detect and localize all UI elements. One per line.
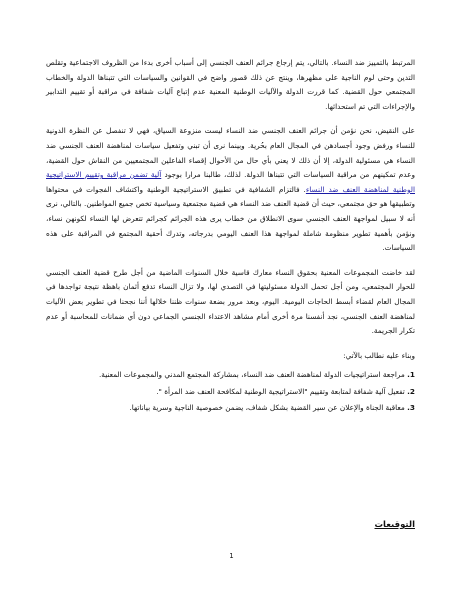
paragraph-2-text-start: على النقيض، نحن نؤمن أن جرائم العنف الجنسي ضد النساء ليست منزوعة السياق، فهي لا تنفصل عن النظرة الدونية للنساء ورفض وجود أجسادهن في المجال العام بحُرية. وبينما نرى أن تبني وتفعيل سياسات لمناهضة العنف الجنسي ضد النساء هي مسئولية الدولة، إلا أن ذلك لا يعني بأي حال من الأحوال إقصاء الفاعلين المجتمعيين من النقاش حول القضية، وعدم تمكينهم من مراقبة السياسات التي تتبناها الدولة. لذلك، طالبنا مرارا بوجود <box>46 126 415 180</box>
list-item <box>46 385 415 400</box>
signatures-heading: التوقيعات <box>374 520 415 530</box>
paragraph-2-text-end: . فالتزام الشفافية في تطبيق الاستراتيجية الوطنية واكتشاف الفجوات في محتواها وتطبيقها هو حق مجتمعي، حيث أن قضية العنف ضد النساء هي قضية مجتمعية وسياسية تخص جميع المواطنين. بالتالي، نرى أنه لا سبيل لمواجهة العنف الجنسي سوى الانطلاق من خطاب يرى هذه الجرائم كجرائم تتعرض لها النساء لكونهن نساء، ونؤمن بأهمية تطوير منظومة شاملة لمواجهة هذا العنف اليومي بدرجاته، وتدرك أحقية المجتمع في المراقبة على هذه السياسات. <box>46 184 415 253</box>
document-body <box>46 56 415 416</box>
list-item-text: مراجعة استراتيجيات الدولة لمناهضة العنف ضد النساء، بمشاركة المجتمع المدني والمجموعات المعنية. <box>98 370 405 380</box>
monitoring-mechanism-link[interactable]: آلية تضمن مراقبة وتقييم الاستراتيجية الوطنية لمناهضة العنف ضد النساء <box>46 170 415 194</box>
list-item <box>46 368 415 383</box>
paragraph-3: لقد خاضت المجموعات المعنية بحقوق النساء معارك قاسية خلال السنوات الماضية من أجل طرح قضية العنف الجنسي للحوار المجتمعي، ومن أجل تحمل الدولة مسئوليتها في التصدي لها، ولا تزال النساء تدفع أثمان باهظة نتيجة تواجدها في المجال العام لقضاء أبسط الحاجات اليومية. اليوم، وبعد مرور بضعة سنوات ظننا خلالها أننا نجحنا في تطوير بعض الآليات لمناهضة العنف الجنسي، نجد أنفسنا مرة أخرى أمام مشاهد الاعتداء الجنسي الجماعي دون أي ضمانات للمحاسبة أو عدم تكرار الجريمة. <box>46 267 415 336</box>
paragraph-2 <box>46 124 415 255</box>
demands-intro: وبناء عليه نطالب بالآتي: <box>343 350 415 360</box>
list-item-number: 3. <box>407 403 415 413</box>
paragraph-1: المرتبط بالتمييز ضد النساء. بالتالي، يتم إرجاع جرائم العنف الجنسي إلى أسباب أخرى بدءا من الظروف الاجتماعية وتقلص التدين وحتى لوم الناجية على مظهرها، وينتج عن ذلك قصور واضح في القوانين والسياسات التي تتبناها الدولة والخطاب المجتمعي حول القضية. كما قررت الدولة والآليات الوطنية المعنية عدم إتباع آليات شفافة في مراقبة أو تقييم التدابير والإجراءات التي تم استحداثها. <box>46 58 415 111</box>
list-item-number: 1. <box>407 370 415 380</box>
list-item-text: معاقبة الجناة والإعلان عن سير القضية بشكل شفاف، يضمن خصوصية الناجية وسرية بياناتها. <box>129 403 405 413</box>
list-item-text: تفعيل آلية شفافة لمتابعة وتقييم "الاستراتيجية الوطنية لمكافحة العنف ضد المرأة ". <box>156 386 405 396</box>
page-number: 1 <box>229 552 234 560</box>
list-item <box>46 401 415 416</box>
demands-list <box>46 368 415 416</box>
list-item-number: 2. <box>407 386 415 396</box>
